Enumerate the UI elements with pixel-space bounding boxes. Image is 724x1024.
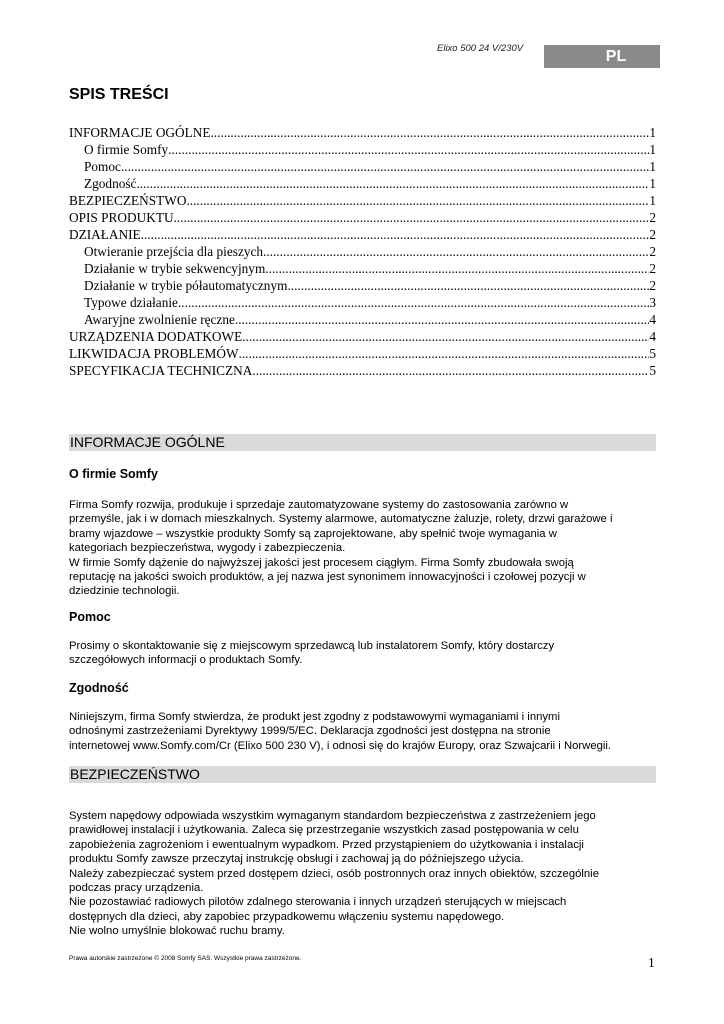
toc-entry[interactable]: Pomoc ..... 1 — [69, 158, 656, 175]
toc-entry[interactable]: Typowe działanie ..... 3 — [69, 294, 656, 311]
toc-entry[interactable]: URZĄDZENIA DODATKOWE ..... 4 — [69, 328, 656, 345]
toc-entry[interactable]: SPECYFIKACJA TECHNICZNA ..... 5 — [69, 362, 656, 379]
copyright-footer: Prawa autorskie zastrzeżone © 2008 Somfy SAS. Wszystkie prawa zastrzeżone. — [69, 955, 302, 962]
toc-entry[interactable]: Zgodność ..... 1 — [69, 175, 656, 192]
toc-entry[interactable]: BEZPIECZEŃSTWO ..... 1 — [69, 192, 656, 209]
paragraph-safety: System napędowy odpowiada wszystkim wymaganym standardom bezpieczeństwa z zastrzeżeniem jego prawidłowej instalacji i użytkowania. Zaleca się przestrzeganie wszystkich zasad postępowania w celu zapobieżenia zagrożeniom i ewentualnym wypadkom. Przed przystąpieniem do użytkowania i instalacji produktu Somfy zawsze przeczytaj instrukcję obsługi i zachowaj ją do późniejszego użycia. Należy zabezpieczać system przed dostępem dzieci, osób postronnych oraz innych obiektów, szczególnie podczas pracy urządzenia. Nie pozostawiać radiowych pilotów zdalnego sterowania i innych urządzeń sterujących w miejscach dostępnych dla dzieci, aby zapobiec przypadkowemu włączeniu systemu napędowego. Nie wolno umyślnie blokować ruchu bramy. — [69, 810, 599, 938]
toc-entry[interactable]: INFORMACJE OGÓLNE ..... 1 — [69, 124, 656, 141]
language-code: PL — [605, 48, 627, 65]
language-badge — [544, 45, 660, 68]
table-of-contents — [69, 124, 656, 379]
product-model: Elixo 500 24 V/230V — [437, 43, 524, 54]
page-number: 1 — [648, 955, 655, 970]
toc-entry[interactable]: LIKWIDACJA PROBLEMÓW ..... 5 — [69, 345, 656, 362]
paragraph-about: Firma Somfy rozwija, produkuje i sprzedaje zautomatyzowane systemy do zastosowania zarówno w przemyśle, jak i w domach mieszkalnych. Systemy alarmowe, automatyczne żaluzje, rolety, drzwi garażowe i bramy wjazdowe – wszystkie produkty Somfy są zaprojektowane, aby spełnić twoje wymagania w kategoriach bezpieczeństwa, wygody i zabezpieczenia. W firmie Somfy dążenie do najwyższej jakości jest procesem ciągłym. Firma Somfy zbudowała swoją reputację na jakości swoich produktów, a jej nazwa jest synonimem innowacyjności i czołowej pozycji w dziedzinie technologii. — [69, 499, 613, 598]
paragraph-compliance: Niniejszym, firma Somfy stwierdza, że produkt jest zgodny z podstawowymi wymaganiami i innymi odnośnymi zastrzeżeniami Dyrektywy 1999/5/EC. Deklaracja zgodności jest dostępna na stronie internetowej www.Somfy.com/Cr (Elixo 500 230 V), i odnosi się do krajów Europy, oraz Szwajcarii i Norwegii. — [69, 711, 612, 752]
toc-title: SPIS TREŚCI — [69, 86, 169, 103]
subsection-title-compliance: Zgodność — [69, 681, 129, 695]
toc-entry[interactable]: Działanie w trybie sekwencyjnym ..... 2 — [69, 260, 656, 277]
toc-entry[interactable]: O firmie Somfy ..... 1 — [69, 141, 656, 158]
toc-entry[interactable]: Awaryjne zwolnienie ręczne ..... 4 — [69, 311, 656, 328]
subsection-title-help: Pomoc — [69, 610, 111, 624]
section-heading-safety: BEZPIECZEŃSTWO — [69, 766, 656, 783]
subsection-title-about: O firmie Somfy — [69, 467, 158, 481]
paragraph-help: Prosimy o skontaktowanie się z miejscowym sprzedawcą lub instalatorem Somfy, który dostarczy szczegółowych informacji o produktach Somfy. — [69, 640, 555, 667]
toc-entry[interactable]: Działanie w trybie półautomatycznym ..... 2 — [69, 277, 656, 294]
toc-entry[interactable]: DZIAŁANIE ..... 2 — [69, 226, 656, 243]
toc-entry[interactable]: Otwieranie przejścia dla pieszych ..... 2 — [69, 243, 656, 260]
toc-entry[interactable]: OPIS PRODUKTU ..... 2 — [69, 209, 656, 226]
section-heading-general: INFORMACJE OGÓLNE — [69, 434, 656, 451]
